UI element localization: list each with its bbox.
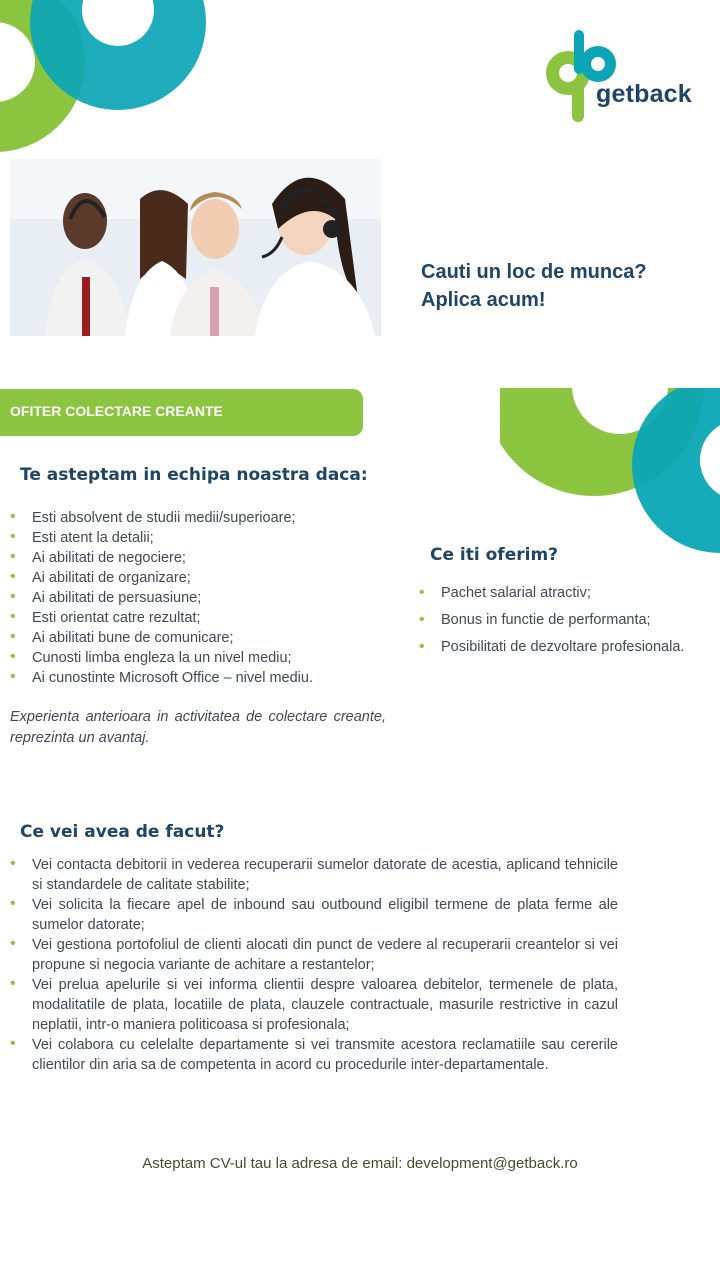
list-item: • Ai abilitati de negociere; bbox=[10, 548, 390, 568]
requirements-list bbox=[10, 508, 390, 688]
decorative-circles-top bbox=[0, 0, 230, 160]
list-item: • Posibilitati de dezvoltare profesionala. bbox=[419, 634, 719, 661]
footer-label: Asteptam CV-ul tau la adresa de email: bbox=[142, 1155, 403, 1172]
list-item: • Esti absolvent de studii medii/superioare; bbox=[10, 508, 390, 528]
headline-line-2: Aplica acum! bbox=[421, 289, 546, 311]
job-title-banner bbox=[0, 389, 363, 436]
contact-footer bbox=[0, 1155, 720, 1172]
call-center-photo bbox=[10, 159, 381, 336]
headline-line-1: Cauti un loc de munca? bbox=[421, 261, 647, 283]
tasks-list bbox=[10, 855, 618, 1075]
list-item: • Cunosti limba engleza la un nivel mediu; bbox=[10, 648, 390, 668]
list-item: • Ai abilitati de persuasiune; bbox=[10, 588, 390, 608]
list-item: • Vei contacta debitorii in vederea recuperarii sumelor datorate de acestia, aplicand tehnicile si standardele de calitate stabilite; bbox=[10, 855, 618, 895]
list-item: • Vei prelua apelurile si vei informa clientii despre valoarea debitelor, termenele de plata, modalitatile de plata, locatiile de plata, clauzele contractuale, masurile restrictive in cazul neplatii, intr-o maniera politicoasa si profesionala; bbox=[10, 975, 618, 1035]
list-item: • Vei solicita la fiecare apel de inbound sau outbound eligibil termene de plata ferme ale sumelor datorate; bbox=[10, 895, 618, 935]
requirements-title: Te asteptam in echipa noastra daca: bbox=[20, 465, 368, 485]
hero-headline bbox=[421, 258, 711, 314]
getback-logo bbox=[540, 28, 700, 128]
list-item: • Vei colabora cu celelalte departamente si vei transmite acestora reclamatiile sau cererile clientilor din aria sa de competenta in acord cu procedurile inter-departamentale. bbox=[10, 1035, 618, 1075]
offer-list bbox=[419, 580, 719, 661]
decorative-circles-right bbox=[500, 380, 720, 560]
experience-note: Experienta anterioara in activitatea de colectare creante, reprezinta un avantaj. bbox=[10, 709, 386, 746]
offer-title: Ce iti oferim? bbox=[430, 545, 559, 565]
list-item: • Bonus in functie de performanta; bbox=[419, 607, 719, 634]
list-item: • Esti atent la detalii; bbox=[10, 528, 390, 548]
getback-logo-mark bbox=[540, 28, 620, 128]
list-item: • Pachet salarial atractiv; bbox=[419, 580, 719, 607]
tasks-title: Ce vei avea de facut? bbox=[20, 822, 225, 842]
job-title: OFITER COLECTARE CREANTE bbox=[10, 403, 223, 419]
list-item: • Esti orientat catre rezultat; bbox=[10, 608, 390, 628]
list-item: • Ai cunostinte Microsoft Office – nivel mediu. bbox=[10, 668, 390, 688]
list-item: • Vei gestiona portofoliul de clienti alocati din punct de vedere al recuperarii creantelor si vei propune si negocia variante de achitare a restantelor; bbox=[10, 935, 618, 975]
list-item: • Ai abilitati de organizare; bbox=[10, 568, 390, 588]
logo-wordmark: getback bbox=[596, 80, 692, 108]
footer-email-link[interactable]: development@getback.ro bbox=[406, 1155, 578, 1172]
list-item: • Ai abilitati bune de comunicare; bbox=[10, 628, 390, 648]
